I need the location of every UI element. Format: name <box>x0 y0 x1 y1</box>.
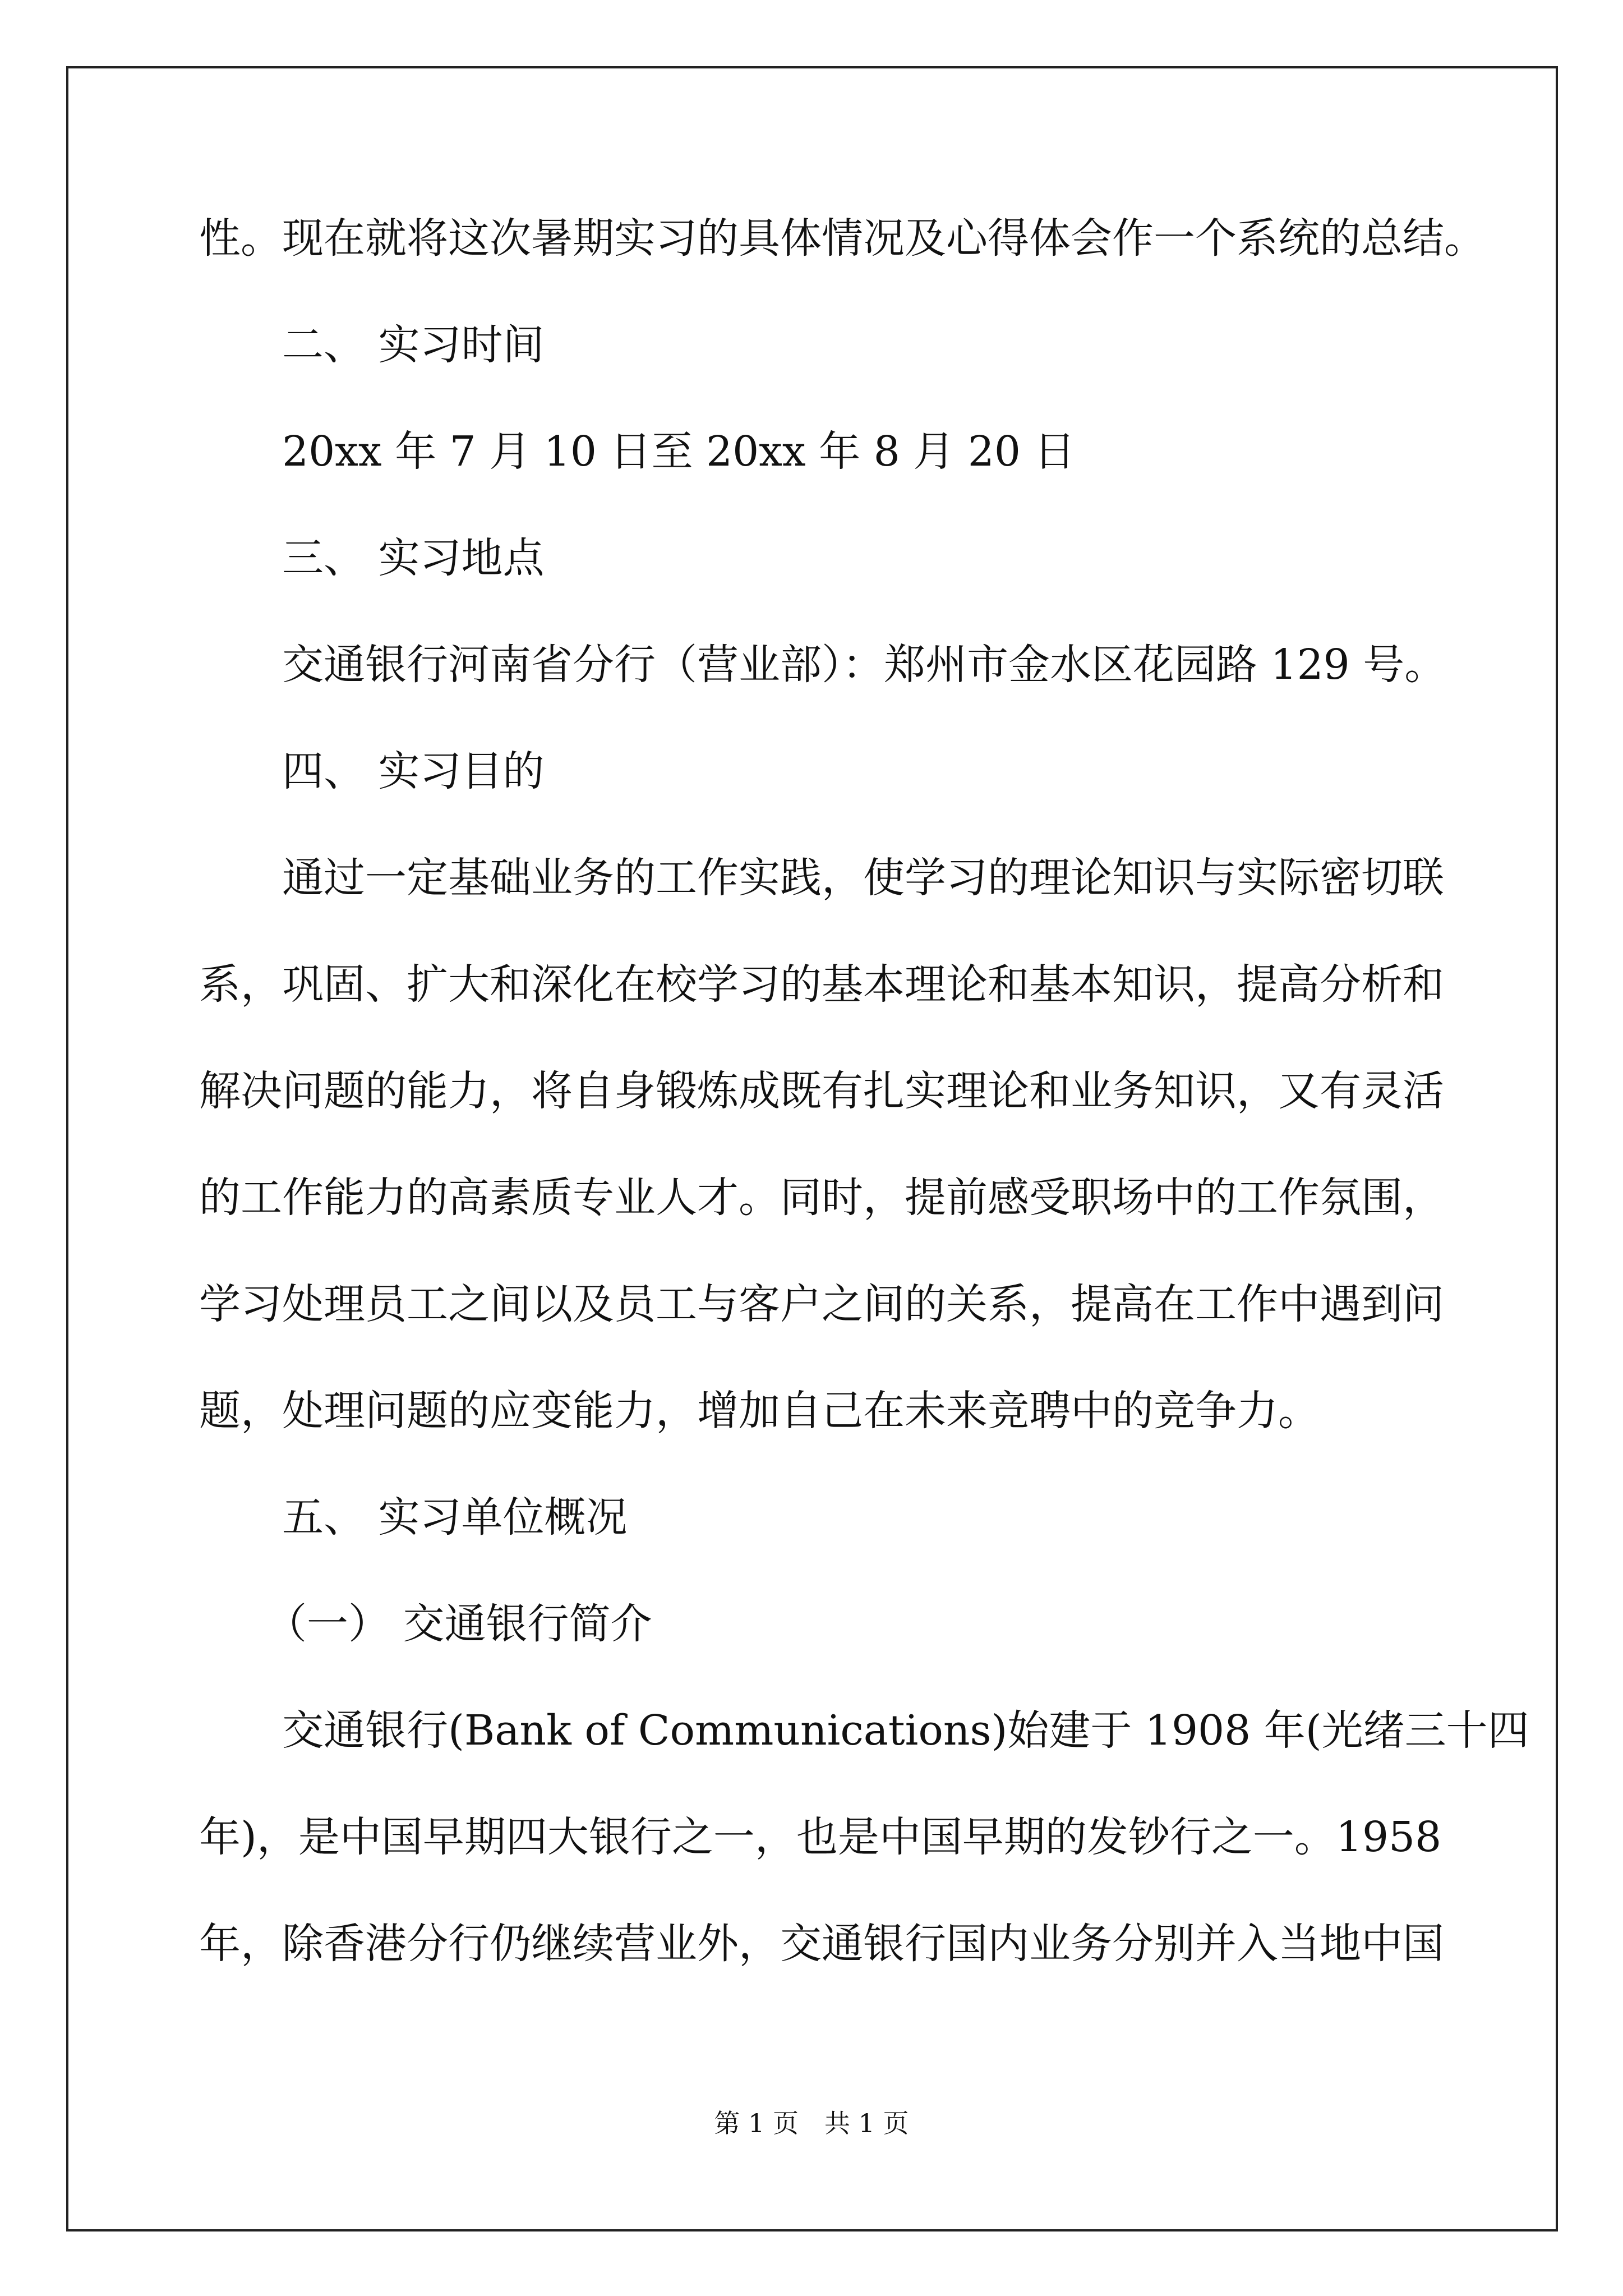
text-line-purpose-6: 题，处理问题的应变能力，增加自己在未来竞聘中的竞争力。 <box>199 1387 1320 1435</box>
text-line-bank-1: 交通银行(Bank of Communications)始建于 1908 年(光绪三十四 <box>282 1706 1529 1755</box>
text-line-purpose-3: 解决问题的能力，将自身锻炼成既有扎实理论和业务知识，又有灵活 <box>199 1067 1444 1115</box>
text-line-bank-2: 年)，是中国早期四大银行之一，也是中国早期的发钞行之一。1958 <box>199 1813 1442 1861</box>
heading-internship-location: 三、 实习地点 <box>282 534 545 582</box>
text-line-purpose-2: 系，巩固、扩大和深化在校学习的基本理论和基本知识，提高分析和 <box>199 960 1444 1009</box>
text-line-location-address: 交通银行河南省分行（营业部）：郑州市金水区花园路 129 号。 <box>282 641 1446 689</box>
text-line-bank-3: 年，除香港分行仍继续营业外，交通银行国内业务分别并入当地中国 <box>199 1920 1444 1968</box>
text-line-purpose-4: 的工作能力的高素质专业人才。同时，提前感受职场中的工作氛围， <box>199 1174 1444 1222</box>
text-line-internship-dates: 20xx 年 7 月 10 日至 20xx 年 8 月 20 日 <box>282 427 1076 476</box>
text-line-purpose-5: 学习处理员工之间以及员工与客户之间的关系，提高在工作中遇到问 <box>199 1280 1444 1328</box>
heading-unit-overview: 五、 实习单位概况 <box>282 1493 628 1542</box>
text-line-1: 性。现在就将这次暑期实习的具体情况及心得体会作一个系统的总结。 <box>199 214 1486 263</box>
page-border <box>66 66 1558 2231</box>
text-line-purpose-1: 通过一定基础业务的工作实践，使学习的理论知识与实际密切联 <box>282 854 1444 902</box>
page-footer: 第 1 页 共 1 页 <box>714 2108 909 2138</box>
heading-internship-time: 二、 实习时间 <box>282 321 545 369</box>
subheading-bank-intro: （一） 交通银行简介 <box>265 1600 652 1648</box>
heading-internship-purpose: 四、 实习目的 <box>282 747 545 795</box>
